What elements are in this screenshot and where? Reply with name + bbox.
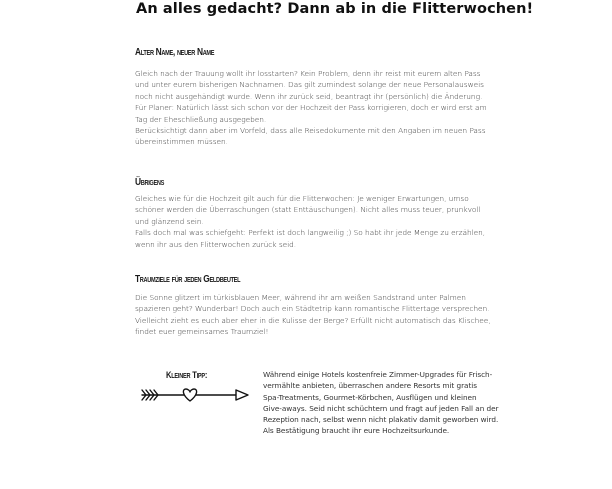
tip-body	[263, 369, 533, 437]
text-line: Die Sonne glitzert im türkisblauen Meer, während ihr am weißen Sandstrand unter Palmen	[135, 293, 466, 302]
text-line: noch nicht ausgehändigt wurde. Wenn ihr zurück seid, beantragt ihr (persönlich) die Änderung.	[135, 91, 483, 101]
text-line: übereinstimmen müssen.	[135, 137, 228, 147]
text-line: Gleich nach der Trauung wollt ihr losstarten? Kein Problem, denn ihr reist mit eurem alten Pass	[135, 69, 481, 78]
section-heading-uebrigens: Übrigens	[135, 176, 165, 188]
text-line: Falls doch mal was schiefgeht: Perfekt ist doch langweilig ;) So habt ihr jede Menge zu erzählen,	[135, 228, 486, 238]
section-heading-traumziele: Traumziele für jeden Geldbeutel	[135, 273, 241, 285]
text-line: Rezeption nach, selbst wenn nicht plakativ damit geworben wird.	[263, 415, 499, 425]
text-line: Vielleicht zieht es euch aber eher in die Kulisse der Berge? Erfüllt nicht automatisch das Klischee,	[135, 315, 491, 325]
section-body-uebrigens	[135, 193, 525, 250]
text-line: Als Bestätigung braucht ihr eure Hochzeitsurkunde.	[263, 426, 450, 436]
text-line: Tag der Eheschließung ausgegeben.	[135, 114, 267, 124]
text-line: spazieren geht? Wunderbar! Doch auch ein Städtetrip kann romantische Flittertage versprechen.	[135, 304, 490, 314]
text-line: wenn ihr aus den Flitterwochen zurück seid.	[135, 239, 297, 249]
text-line: Für Planer: Natürlich lässt sich schon vor der Hochzeit der Pass korrigieren, doch er wird erst am	[135, 103, 487, 113]
text-line: vermählte anbieten, überraschen andere Resorts mit gratis	[263, 381, 478, 391]
text-line: Give-aways. Seid nicht schüchtern und fragt auf jeden Fall an der	[263, 403, 499, 413]
section-body-alter-name	[135, 68, 525, 148]
text-line: und unter eurem bisherigen Nachnamen. Das gilt zumindest solange der neue Personalausweis	[135, 80, 484, 90]
text-line: Berücksichtigt dann aber im Vorfeld, dass alle Reisedokumente mit den Angaben im neuen Pass	[135, 126, 486, 136]
page-title: An alles gedacht? Dann ab in die Flitterwochen!	[136, 1, 534, 17]
text-line: findet euer gemeinsames Traumziel!	[135, 327, 269, 337]
text-line: und glänzend sein.	[135, 216, 204, 226]
tip-label: Kleiner Tipp:	[166, 370, 208, 381]
section-body-traumziele	[135, 292, 525, 338]
section-heading-alter-name: Alter Name, neuer Name	[135, 46, 215, 58]
arrow-with-heart-icon	[140, 382, 252, 404]
text-line: Spa-Treatments, Gourmet-Körbchen, Ausflügen und kleinen	[263, 392, 477, 402]
text-line: Gleiches wie für die Hochzeit gilt auch für die Flitterwochen: Je weniger Erwartungen, umso	[135, 194, 469, 203]
text-line: schöner werden die Überraschungen (statt Enttäuschungen). Nicht alles muss teuer, prunkvoll	[135, 205, 481, 215]
text-line: Während einige Hotels kostenfreie Zimmer-Upgrades für Frisch-	[263, 370, 493, 379]
